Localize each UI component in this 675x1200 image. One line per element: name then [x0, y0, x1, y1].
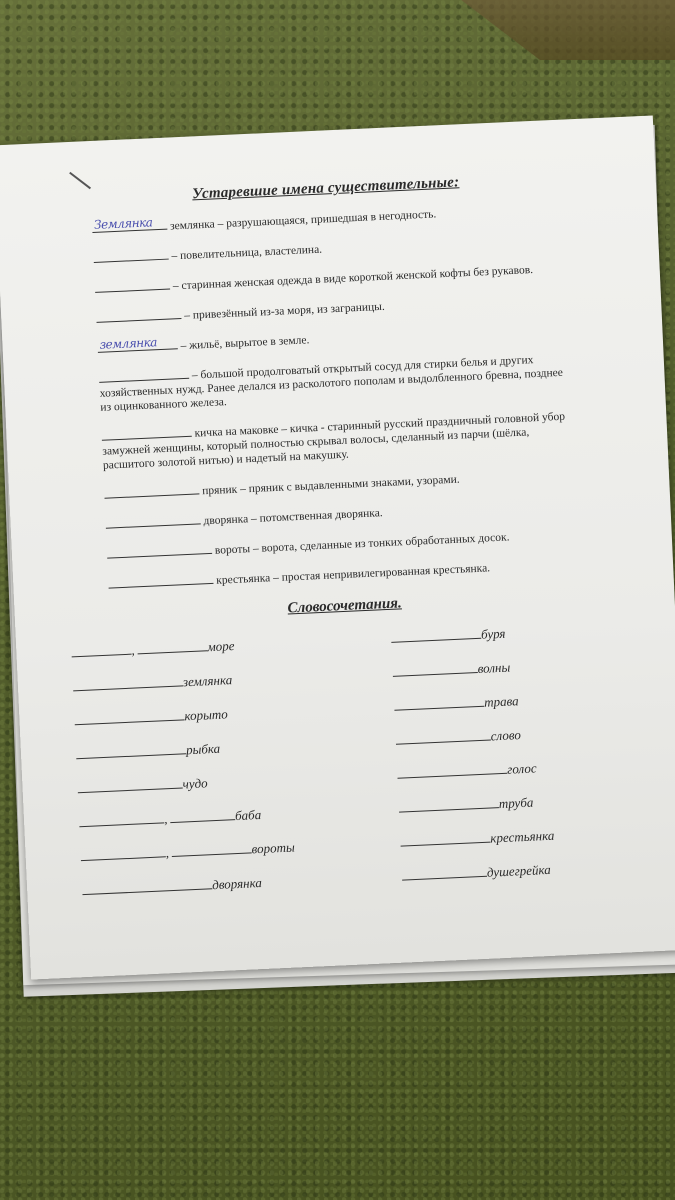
phrase-blank[interactable] [392, 660, 478, 677]
pen-mark [69, 172, 91, 189]
noun-definition: – повелительница, властелина. [171, 243, 323, 263]
comma: , [163, 811, 168, 827]
noun-definition: – привезённый из-за моря, из заграницы. [183, 300, 386, 322]
comma: , [165, 845, 170, 861]
noun-definition: кичка на маковке – кичка - старинный русский праздничный головной убор замужней женщины, который полностью скрывал волосы, сделанный из парчи (шёлка, расшитого золотой нитью) и надетый на макушку. [102, 410, 566, 472]
comma: , [131, 642, 136, 658]
phrases-right-column [391, 618, 663, 902]
noun-definition: землянка – разрушающаяся, пришедшая в негодность. [169, 208, 437, 233]
phrase-word: дворянка [211, 874, 263, 893]
worksheet-page [0, 115, 675, 979]
noun-definition: – жильё, вырытое в земле. [180, 334, 310, 353]
answer-blank[interactable] [97, 337, 177, 353]
answer-blank[interactable] [92, 215, 167, 233]
noun-entry [101, 407, 573, 472]
handwritten-answer: Землянка [93, 215, 153, 232]
worksheet-title: Устаревшие имена существительные: [191, 174, 460, 203]
phrase-word: буря [480, 625, 506, 642]
noun-entry [93, 230, 563, 267]
noun-entry [108, 555, 578, 592]
phrase-word: волны [477, 659, 511, 676]
noun-entry [96, 290, 566, 327]
noun-entry [95, 260, 565, 297]
phrase-word: слово [490, 727, 522, 744]
phrase-blank[interactable] [71, 642, 132, 658]
phrase-word: крестьянка [489, 827, 555, 846]
handwritten-answer: землянка [99, 335, 158, 352]
noun-entry [92, 200, 562, 237]
answer-blank[interactable] [108, 572, 213, 589]
noun-definition: вороты – ворота, сделанные из тонких обработанных досок. [214, 531, 510, 557]
phrase-word: корыто [184, 706, 229, 724]
phrase-word: чудо [182, 775, 208, 792]
phrase-word: рыбка [185, 740, 221, 758]
wooden-floor-edge [450, 0, 675, 60]
answer-blank[interactable] [107, 542, 212, 559]
phrase-blank[interactable] [400, 830, 490, 847]
phrase-word: землянка [182, 672, 233, 690]
phrase-blank[interactable] [171, 840, 252, 857]
phrases-left-column [71, 633, 343, 917]
phrase-blank[interactable] [391, 626, 481, 643]
noun-entry [105, 495, 575, 532]
phrase-word: вороты [251, 839, 296, 857]
phrases-title: Словосочетания. [287, 595, 403, 617]
phrase-word: душегрейка [486, 861, 552, 880]
noun-entry [99, 350, 571, 415]
answer-blank[interactable] [96, 307, 181, 323]
phrase-blank[interactable] [170, 807, 236, 823]
phrase-word: труба [498, 794, 534, 812]
answer-blank[interactable] [99, 367, 189, 383]
phrase-blank[interactable] [394, 694, 484, 711]
answer-blank[interactable] [105, 512, 200, 528]
phrase-blank[interactable] [80, 844, 166, 861]
phrase-blank[interactable] [402, 864, 488, 881]
noun-definition: – большой продолговатый открытый сосуд для стирки белья и других хозяйственных нужд. Ранее делался из расколотого пополам и выдолбленного бревна, позднее из оцинкованного железа. [99, 354, 564, 414]
noun-definition: дворянка – потомственная дворянка. [203, 507, 383, 528]
phrase-word: море [207, 637, 235, 655]
phrase-word: баба [234, 806, 262, 824]
noun-definition: пряник – пряник с выдавленными знаками, узорами. [201, 473, 460, 498]
noun-entry [97, 320, 567, 357]
noun-definition: крестьянка – простая непривилегированная крестьянка. [215, 562, 491, 587]
archaic-nouns-list [92, 200, 579, 607]
answer-blank[interactable] [101, 425, 191, 441]
phrase-blank[interactable] [137, 638, 208, 654]
noun-definition: – старинная женская одежда в виде короткой женской кофты без рукавов. [172, 264, 534, 293]
phrase-blank[interactable] [79, 810, 165, 827]
answer-blank[interactable] [104, 482, 199, 498]
answer-blank[interactable] [95, 278, 170, 293]
answer-blank[interactable] [93, 248, 168, 263]
phrase-word: трава [483, 693, 519, 710]
phrase-word: голос [506, 760, 537, 777]
noun-entry [104, 465, 574, 502]
noun-entry [107, 525, 577, 562]
